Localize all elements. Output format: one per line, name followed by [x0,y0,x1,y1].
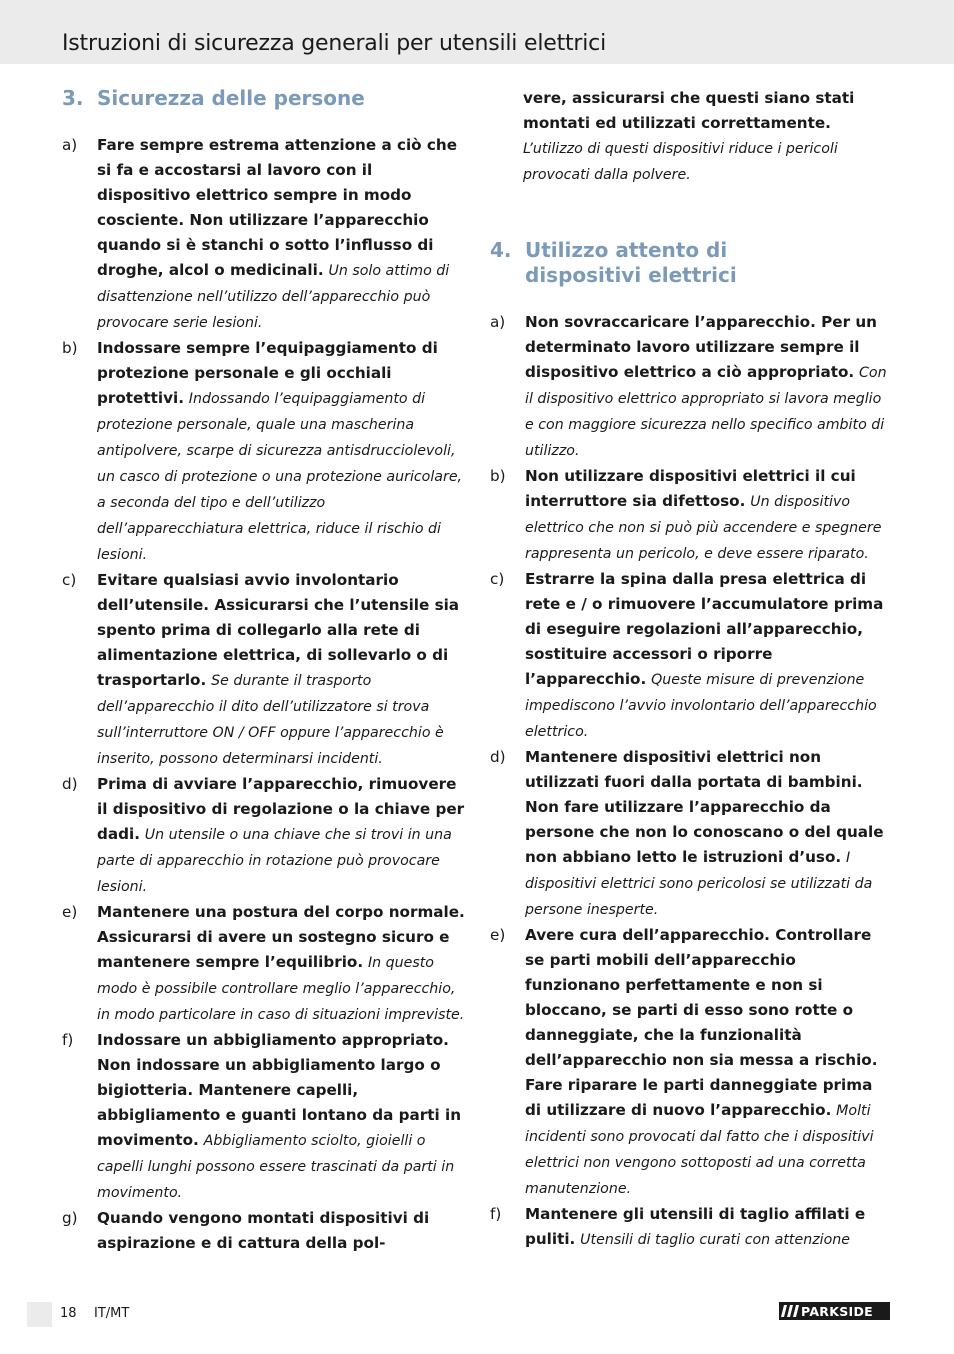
item-label: c) [490,570,505,588]
item-text [525,1202,892,1253]
item-text [97,772,467,900]
item-text [97,133,467,336]
item-text [525,310,892,464]
list-item [62,1028,467,1206]
item-explanation: Indossando l’equipaggiamento di protezione personale, quale una mascherina antipolvere, scarpe di sicurezza antisdrucciolevoli, un casco di protezione o una protezione auricolare, a seconda del tipo e dell’utilizzo dell’apparecchiatura elettrica, riduce il rischio di lesioni. [97,391,463,563]
item-label: g) [62,1209,78,1227]
language-code: IT/MT [94,1306,130,1321]
list-item [62,133,467,336]
item-explanation: L’utilizzo di questi dispositivi riduce i pericoli provocati dalla polvere. [523,141,838,183]
right-column [490,86,892,1253]
section-4-heading [490,238,892,288]
left-column [62,86,467,1256]
item-label: b) [490,467,506,485]
brand-logo [779,1302,890,1320]
brand-name: PARKSIDE [801,1303,873,1319]
item-text [525,923,892,1202]
list-item [62,1206,467,1256]
item-instruction: Mantenere gli utensili di taglio affilati e puliti. [525,1205,866,1248]
item-label: e) [62,903,78,921]
list-item [490,923,892,1202]
list-item [490,1202,892,1253]
list-item [490,310,892,464]
item-label: a) [62,136,78,154]
page-title: Istruzioni di sicurezza generali per utensili elettrici [62,31,606,56]
item-explanation: Queste misure di prevenzione impediscono l’avvio involontario dell’apparecchio elettrico. [525,672,877,740]
item-explanation: Molti incidenti sono provocati dal fatto che i dispositivi elettrici non vengono sottoposti ad una corretta manutenzione. [525,1103,874,1197]
section-4-number: 4. [490,238,512,262]
item-text [525,567,892,745]
item-text [525,464,892,567]
item-explanation: Utensili di taglio curati con attenzione [580,1232,851,1248]
item-label: f) [490,1205,502,1223]
item-instruction: Prima di avviare l’apparecchio, rimuovere il dispositivo di regolazione o la chiave per dadi. [97,775,465,843]
item-label: d) [490,748,506,766]
item-instruction: Avere cura dell’apparecchio. Controllare se parti mobili dell’apparecchio funzionano perfettamente e non si bloccano, se parti di esso sono rotte o danneggiate, che la funzionalità dell’apparecchio non sia messa a rischio. Fare riparare le parti danneggiate prima di utilizzare di nuovo l’apparecchio. [525,926,878,1119]
item-label: c) [62,571,77,589]
item-explanation: I dispositivi elettrici sono pericolosi se utilizzati da persone inesperte. [525,850,873,918]
item-instruction: Mantenere dispositivi elettrici non utilizzati fuori dalla portata di bambini. Non fare utilizzare l’apparecchio da persone che non lo conoscano o del quale non abbiano letto le istruzioni d’uso. [525,748,884,866]
section-3-heading [62,86,467,111]
item-label: d) [62,775,78,793]
item-instruction: Non utilizzare dispositivi elettrici il cui interruttore sia difettoso. [525,467,856,510]
item-instruction: Indossare sempre l’equipaggiamento di protezione personale e gli occhiali protettivi. [97,339,438,407]
item-instruction: Indossare un abbigliamento appropriato. Non indossare un abbigliamento largo o bigiotteria. Mantenere capelli, abbigliamento e guanti lontano da parti in movimento. [97,1031,462,1149]
list-item [62,336,467,568]
item-instruction: Mantenere una postura del corpo normale. Assicurarsi di avere un sostegno sicuro e mantenere sempre l’equilibrio. [97,903,465,971]
section-3-title: Sicurezza delle persone [97,86,365,110]
brand-stripes-icon [779,1302,801,1320]
item-text [97,900,467,1028]
item-explanation: In questo modo è possibile controllare meglio l’apparecchio, in modo particolare in caso di situazioni impreviste. [97,955,465,1023]
item-text [97,336,467,568]
section-3-number: 3. [62,86,84,110]
section-4-title: Utilizzo attento di dispositivi elettrici [525,238,737,287]
item-explanation: Un dispositivo elettrico che non si può più accendere e spegnere rappresenta un pericolo, e deve essere riparato. [525,494,882,562]
item-instruction: Evitare qualsiasi avvio involontario dell’utensile. Assicurarsi che l’utensile sia spento prima di collegarlo alla rete di alimentazione elettrica, di sollevarlo o di trasportarlo. [97,571,460,689]
item-explanation: Abbigliamento sciolto, gioielli o capelli lunghi possono essere trascinati da parti in movimento. [97,1133,455,1201]
item-instruction: vere, assicurarsi che questi siano stati montati ed utilizzati correttamente. [523,89,855,132]
item-text [97,568,467,772]
item-explanation: Con il dispositivo elettrico appropriato si lavora meglio e con maggiore sicurezza nello specifico ambito di utilizzo. [525,365,887,459]
section-gap [490,188,892,238]
list-item [62,568,467,772]
list-item [490,567,892,745]
item-instruction: Fare sempre estrema attenzione a ciò che si fa e accostarsi al lavoro con il dispositivo elettrico sempre in modo cosciente. Non utilizzare l’apparecchio quando si è stanchi o sotto l’influsso di droghe, alcol o medicinali. [97,136,458,279]
item-text [97,1028,467,1206]
item-instruction: Non sovraccaricare l’apparecchio. Per un determinato lavoro utilizzare sempre il dispositivo elettrico a ciò appropriato. [525,313,877,381]
item-instruction: Quando vengono montati dispositivi di aspirazione e di cattura della pol- [97,1209,430,1252]
item-text [97,1206,467,1256]
item-text [525,745,892,923]
item-explanation: Un utensile o una chiave che si trovi in una parte di apparecchio in rotazione può provocare lesioni. [97,827,452,895]
list-item [490,464,892,567]
item-instruction: Estrarre la spina dalla presa elettrica di rete e / o rimuovere l’accumulatore prima di eseguire regolazioni all’apparecchio, sostituire accessori o riporre l’apparecchio. [525,570,884,688]
item-label: a) [490,313,506,331]
item-label: e) [490,926,506,944]
list-item [62,772,467,900]
list-item [490,745,892,923]
item-explanation: Se durante il trasporto dell’apparecchio il dito dell’utilizzatore si trova sull’interruttore ON / OFF oppure l’apparecchio è inserito, possono determinarsi incidenti. [97,673,444,767]
list-item [62,900,467,1028]
item-explanation: Un solo attimo di disattenzione nell’utilizzo dell’apparecchio può provocare serie lesioni. [97,263,450,331]
continued-item [490,86,892,188]
page-number-box [27,1302,52,1327]
page-number: 18 [60,1306,77,1321]
item-label: f) [62,1031,74,1049]
item-label: b) [62,339,78,357]
